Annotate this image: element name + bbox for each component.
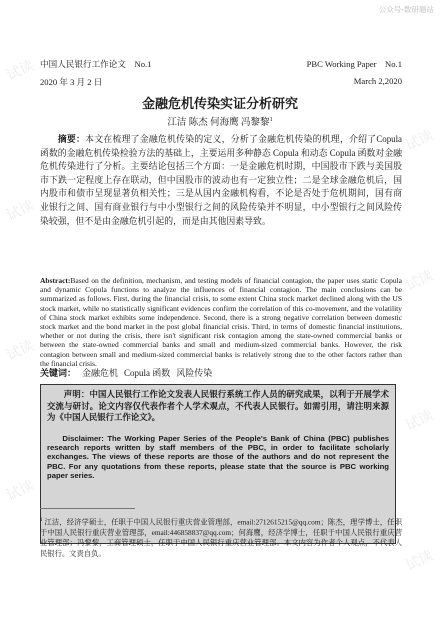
background-watermark: 试读: [4, 57, 37, 85]
paper-title: 金融危机传染实证分析研究: [141, 97, 298, 112]
background-watermark: 试读: [403, 267, 436, 295]
header-row-series: [40, 58, 402, 70]
footnote-marker: 1: [40, 518, 43, 523]
abstract-zh-label: 摘要：: [57, 134, 86, 144]
disclaimer-zh: 声明：中国人民银行工作论文发表人民银行系统工作人员的研究成果，以利于开展学术交流与研讨。论文内容仅代表作者个人学术观点，不代表人民银行。如需引用，请注明来源为《中国人民银行工作论文》。: [47, 390, 389, 422]
abstract-en-label: Abstract:: [40, 276, 71, 285]
background-watermark: 试读: [4, 477, 37, 505]
author-footnote-marker: 1: [269, 116, 273, 123]
author-names: 江洁 陈杰 何海鹰 冯黎黎: [167, 118, 270, 128]
series-zh: 中国人民银行工作论文 No.1: [40, 59, 152, 69]
abstract-zh-text: 本文在梳理了金融危机传染的定义，分析了金融危机传染的机理，介绍了Copula 函数的金融危机传染检验方法的基础上，主要运用多种静态 Copula 和动态 Copula 函数对金融危机传染进行了分析。主要结论包括三个方面：一是金融危机时期，中国股市下跌与美国股市下跌一定程度上存在联动，但中国股市的波动也有一定独立性；二是全球金融危机后，国内股市和债市呈现显著负相关性；三是从国内金融机构看，不论是否处于危机期间，国有商业银行之间、国有商业银行与中小型银行之间的风险传染并不明显，中小型银行之间风险传染较强，但不是由金融危机引起的，而是由其他因素导致。: [40, 134, 403, 226]
background-watermark: 试读: [403, 547, 436, 575]
footnote-text: 江洁，经济学硕士，任职于中国人民银行重庆营业管理部，email:2712615215@qq.com；陈杰，理学博士，任职于中国人民银行重庆营业管理部，email:446858837@qq.com；何海鹰，经济学博士，任职于中国人民银行重庆营业管理部；冯黎黎，工商管理硕士，任职于中国人民银行重庆营业管理部。本文内容为作者个人观点，不代表人民银行。文责自负。: [40, 517, 402, 558]
keyword: 风险传染: [176, 368, 213, 378]
keywords: [40, 366, 402, 379]
background-watermark: 试读: [4, 197, 37, 225]
keyword: 金融危机: [82, 368, 119, 378]
keywords-label: 关键词：: [40, 368, 77, 378]
header-row-date: [40, 76, 402, 88]
date-zh: 2020 年 3 月 2 日: [40, 77, 103, 87]
disclaimer-en: Disclaimer: The Working Paper Series of the People's Bank of China (PBC) publishes research reports written by staff members of the PBC, in order to facilitate scholarly exchanges. The views of these reports are those of the authors and do not represent the PBC. For any quotations from these reports, please state that the source is PBC working paper series.: [47, 433, 389, 481]
footnote-divider: [40, 508, 135, 509]
background-watermark: 试读: [403, 127, 436, 155]
background-watermark: 试读: [403, 407, 436, 435]
abstract-en: [40, 276, 402, 368]
date-en: March 2,2020: [353, 76, 402, 86]
background-watermark: 试读: [4, 337, 37, 365]
keyword: Copula 函数: [124, 368, 171, 378]
watermark: 公众号-数研题站: [378, 5, 434, 14]
authors: [0, 114, 440, 128]
series-en: PBC Working Paper No.1: [306, 59, 402, 69]
abstract-en-text: Based on the definition, mechanism, and testing models of financial contagion, the paper uses static Copula and dynamic Copula functions to analyze the influences of financial contagion. The main conclusions can be summarized as follows. First, during the financial crisis, to some extent China stock market declined along with the US stock market, while no statistically significant evidences confirm the correlation of this co-movement, and the volatility of China stock market exhibits some independence. Second, there is a strong negative correlation between domestic stock market and the bond market in the post global financial crisis. Third, in terms of domestic financial institutions, whether or not during the crisis, there isn't significant risk contagion among the state-owned commercial banks or between the state-owned commercial banks and small and medium-sized commercial banks. However, the risk contagion between small and medium-sized commercial banks is relatively strong due to the other factors rather than the financial crisis.: [40, 276, 402, 368]
abstract-zh: [40, 133, 402, 228]
footnote: [40, 516, 402, 559]
